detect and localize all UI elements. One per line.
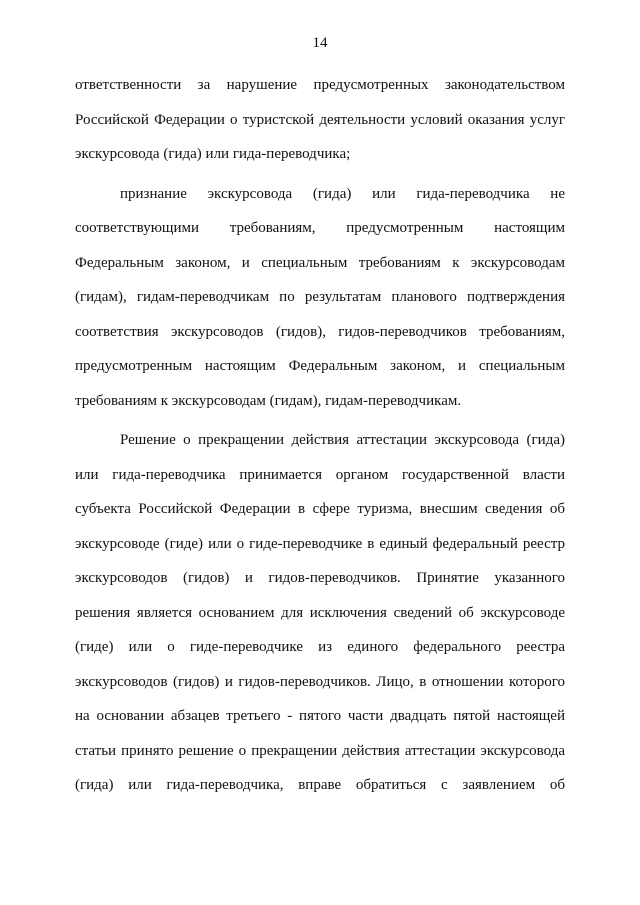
text-line: ответственности за нарушение предусмотренных законодательством [75, 77, 565, 93]
text-line: (гиде) или о гиде-переводчике из единого федерального реестра [75, 639, 565, 655]
text-line: экскурсоводов (гидов) и гидов-переводчиков. Лицо, в отношении которого [75, 673, 565, 690]
text-line: признание экскурсовода (гида) или гида-переводчика не [120, 185, 565, 202]
text-line: на основании абзацев третьего - пятого части двадцать пятой настоящей [75, 708, 565, 724]
text-line: Федеральным законом, и специальным требованиям к экскурсоводам [75, 254, 565, 271]
text-line: соответствующими требованиям, предусмотренным настоящим [75, 220, 565, 236]
text-line: экскурсоводов (гидов) и гидов-переводчиков. Принятие указанного [75, 570, 565, 586]
paragraph [75, 423, 565, 803]
text-line: субъекта Российской Федерации в сфере туризма, внесшим сведения об [75, 501, 565, 517]
paragraph [75, 68, 565, 172]
text-line: статьи принято решение о прекращении действия аттестации экскурсовода [75, 742, 565, 759]
paragraph [75, 177, 565, 419]
text-line: Российской Федерации о туристской деятельности условий оказания услуг [75, 111, 565, 128]
text-line: или гида-переводчика принимается органом государственной власти [75, 466, 565, 483]
text-line: требованиям к экскурсоводам (гидам), гидам-переводчикам. [75, 392, 462, 409]
document-body [75, 68, 565, 803]
text-line: Решение о прекращении действия аттестации экскурсовода (гида) [120, 432, 565, 448]
text-line: предусмотренным настоящим Федеральным законом, и специальным [75, 358, 565, 374]
text-line: решения является основанием для исключения сведений об экскурсоводе [75, 604, 565, 621]
text-line: экскурсовода (гида) или гида-переводчика; [75, 146, 351, 162]
text-line: соответствия экскурсоводов (гидов), гидов-переводчиков требованиям, [75, 323, 565, 340]
page-number: 14 [312, 35, 328, 51]
text-line: (гида) или гида-переводчика, вправе обратиться с заявлением об [75, 777, 565, 793]
text-line: (гидам), гидам-переводчикам по результатам планового подтверждения [75, 289, 565, 305]
text-line: экскурсоводе (гиде) или о гиде-переводчике в единый федеральный реестр [75, 535, 565, 552]
